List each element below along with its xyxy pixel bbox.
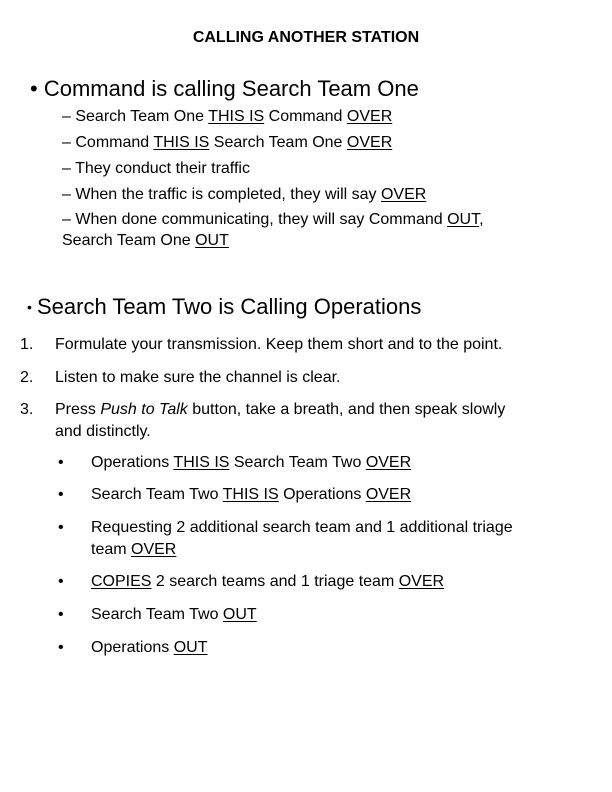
line-text: team [91, 541, 132, 558]
keyword-this-is: THIS IS [173, 454, 230, 471]
keyword-over: OVER [398, 573, 445, 590]
bullet-marker: • [58, 573, 64, 590]
line-text: They conduct their traffic [75, 160, 250, 177]
keyword-out: OUT [195, 232, 229, 249]
keyword-this-is: THIS IS [153, 134, 210, 151]
keyword-over: OVER [346, 134, 393, 151]
section-heading: Search Team Two is Calling Operations [37, 294, 422, 319]
keyword-over: OVER [346, 108, 393, 125]
keyword-over: OVER [131, 541, 177, 558]
line-text: Operations [278, 486, 366, 503]
step-number: 3. [20, 401, 34, 418]
step-text: Formulate your transmission. Keep them short and to the point. [55, 336, 503, 353]
keyword-this-is: THIS IS [208, 108, 265, 125]
page-title: CALLING ANOTHER STATION [192, 29, 420, 46]
line-text: Search Team One [209, 134, 347, 151]
dash-marker: – [62, 160, 71, 177]
keyword-over: OVER [365, 454, 412, 471]
line-text: Search Team Two [91, 606, 223, 623]
line-text: Command [264, 108, 347, 125]
radio-line [62, 211, 484, 229]
line-text: Search Team One [62, 232, 196, 249]
radio-line [62, 160, 250, 178]
keyword-copies: COPIES [91, 573, 152, 590]
bullet-marker: • [30, 76, 38, 101]
keyword-this-is: THIS IS [222, 486, 279, 503]
bullet-marker: • [58, 454, 64, 471]
radio-line [62, 232, 229, 250]
step-text [55, 401, 505, 419]
step-text-part: button, take a breath, and then speak slowly [187, 401, 506, 418]
exchange-line-continued [91, 541, 176, 559]
line-text: 2 search teams and 1 triage team [151, 573, 399, 590]
line-text: Search Team Two [91, 486, 223, 503]
exchange-line [91, 486, 411, 504]
dash-marker: – [62, 108, 71, 125]
exchange-line [91, 454, 411, 472]
dash-marker: – [62, 186, 71, 203]
radio-line [62, 134, 392, 152]
line-text: When the traffic is completed, they will say [75, 186, 381, 203]
heading-team-two-calling [27, 294, 32, 320]
step-number: 2. [20, 369, 34, 386]
exchange-line [91, 639, 208, 657]
push-to-talk-term: Push to Talk [100, 401, 188, 418]
line-text: Search Team One [75, 108, 209, 125]
keyword-out: OUT [173, 639, 208, 656]
bullet-marker: • [58, 486, 64, 503]
line-text: Operations [91, 454, 174, 471]
step-text: Listen to make sure the channel is clear. [55, 369, 341, 386]
exchange-line [91, 573, 444, 591]
bullet-marker: • [58, 639, 64, 656]
line-text: , [479, 211, 484, 228]
line-text: Search Team Two [229, 454, 366, 471]
heading-text: Command is calling Search Team One [43, 76, 419, 101]
exchange-line [91, 606, 257, 624]
step-number: 1. [20, 336, 34, 353]
step-text-part: Press [55, 401, 101, 418]
keyword-out: OUT [447, 211, 480, 228]
radio-line [62, 186, 426, 204]
line-text: Command [75, 134, 154, 151]
keyword-out: OUT [222, 606, 257, 623]
radio-line [62, 108, 392, 126]
step-text-continued: and distinctly. [55, 423, 151, 440]
keyword-over: OVER [380, 186, 427, 203]
heading-command-calling [30, 76, 419, 102]
bullet-marker: • [27, 299, 32, 315]
exchange-line: Requesting 2 additional search team and 1 additional triage [91, 519, 513, 536]
keyword-over: OVER [365, 486, 412, 503]
dash-marker: – [62, 211, 71, 228]
line-text: When done communicating, they will say Command [75, 211, 448, 228]
bullet-marker: • [58, 606, 64, 623]
bullet-marker: • [58, 519, 64, 536]
line-text: Operations [91, 639, 174, 656]
dash-marker: – [62, 134, 71, 151]
